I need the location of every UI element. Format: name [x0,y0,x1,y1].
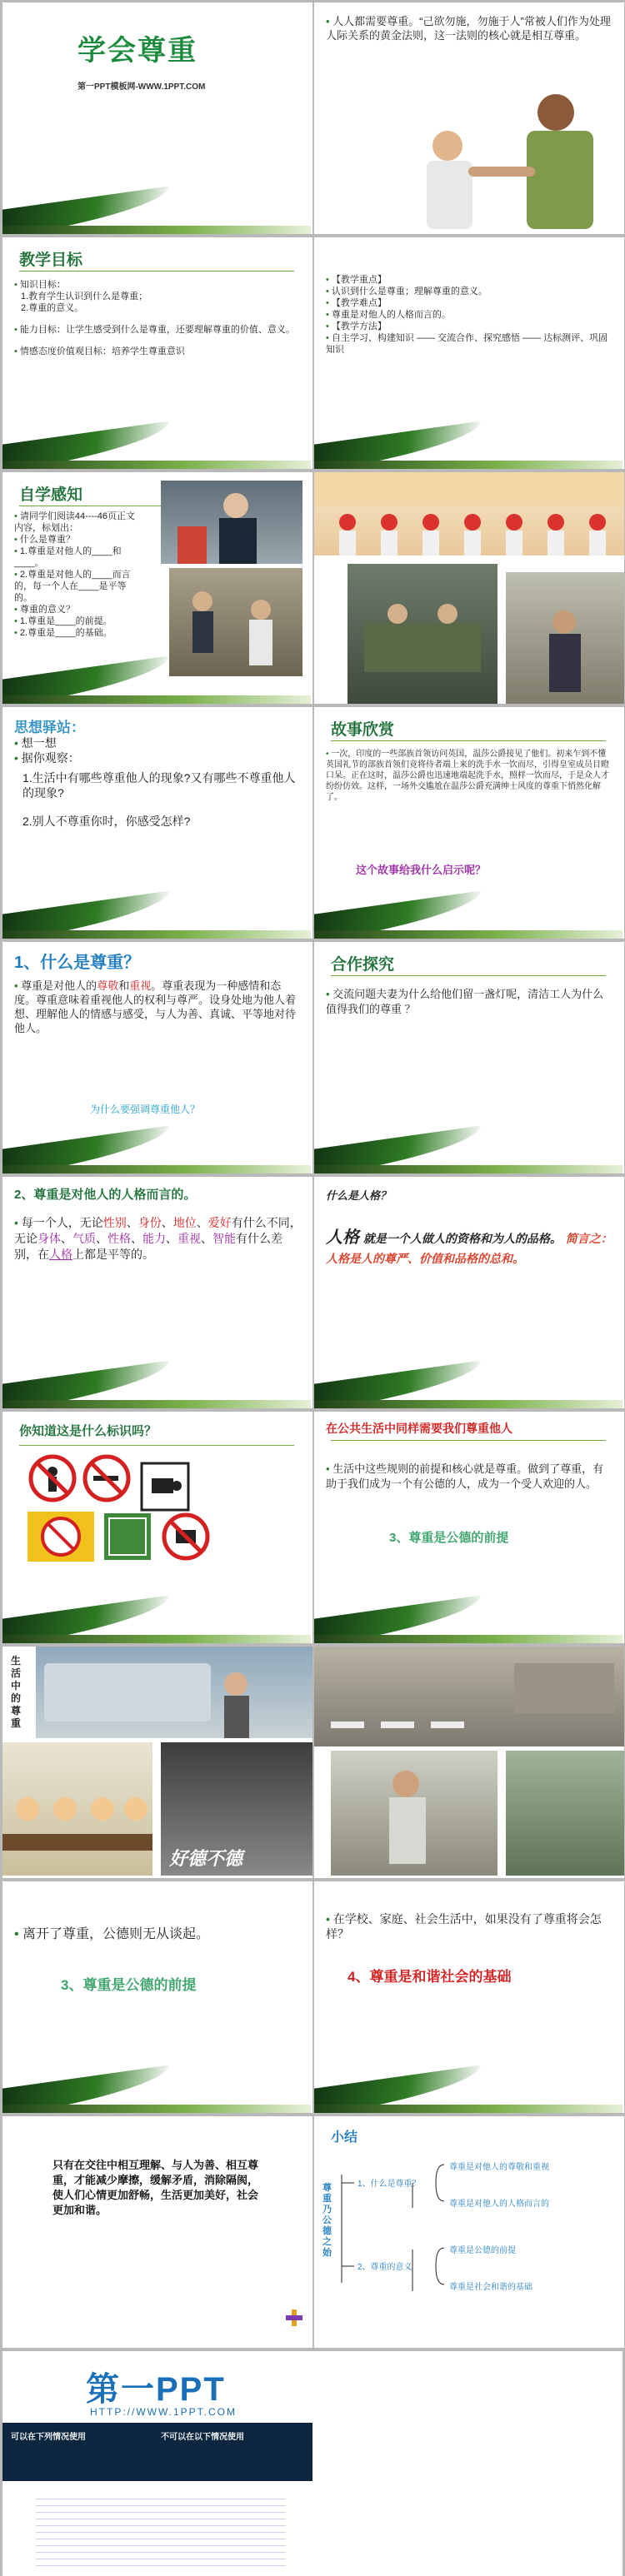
text-run: 、 [201,1232,212,1245]
decor-bar [314,461,622,469]
footer-url: HTTP://WWW.1PPT.COM [90,2406,237,2418]
title-divider [19,1445,294,1446]
slide-life-respect [2,1647,312,1878]
handshake-image [389,79,614,229]
green-sign-icon [102,1512,152,1562]
decor-bar [2,2105,311,2113]
selfstudy-item: • 请同学们阅读44----46页正文内容，标划出： [14,511,139,534]
classroom-image [314,472,624,556]
personality-title: 2、尊重是对他人的人格而言的。 [14,1188,197,1202]
keypoints-item: • 【教学方法】 [326,321,613,332]
keyword: 爱好 [208,1216,232,1229]
decor-bar [314,1635,622,1643]
photo-rescue [348,564,498,704]
slide-cooperate [314,942,624,1173]
handshake-photo [389,79,614,229]
no-smoking-sign-icon [82,1453,132,1503]
photo-crowd [169,568,302,676]
pedestrian-image [331,1751,498,1876]
police-image [161,481,302,564]
goals-item: • 知识目标： [14,279,302,291]
text-run: 每一个人，无论 [21,1216,103,1229]
footer-dark-band [2,2423,312,2481]
photo-park [506,1751,624,1876]
respect-title: 1、什么是尊重？ [14,954,141,972]
conclusion-text: 只有在交往中相互理解、与人为善、相互尊重，才能减少摩擦，缓解矛盾，消除隔阂，使人们心情更加舒畅，生活更加美好，社会更加和谐。 [52,2159,259,2216]
keypoints-item: • 自主学习、构建知识 —— 交流合作、探究感悟 —— 达标测评、巩固知识 [326,332,613,356]
text-run: 上都是平等的。 [72,1248,154,1261]
title-divider [331,1440,606,1441]
decor-bar [2,1400,311,1408]
thinking-list [14,735,298,829]
slide-thinking [2,707,312,939]
thinking-item: 2.别人不尊重你时，你感受怎样? [22,815,191,828]
respect-definition [14,979,302,1035]
summary-leaf-2: 尊重是对他人的人格而言的 [449,2200,549,2209]
decor-bar [314,1400,622,1408]
personality-text: 就是一个人做人的资格和为人的品格。 [362,1233,562,1246]
text-run: 、 [126,1216,138,1229]
keyword: 身体 [38,1232,61,1245]
decor-bar [314,2105,622,2113]
goals-title: 教学目标 [19,252,83,269]
thinking-title: 思想驿站： [14,720,85,735]
slide-signs [2,1412,312,1643]
footer-col-1-title: 可以在下列情况使用 [11,2433,86,2442]
photo-cartoon [2,1742,152,1876]
selfstudy-list [14,511,139,639]
text-run: 、 [96,1232,108,1245]
no-littering-sign-icon [28,1453,78,1503]
thinking-item: • 据你观察： [14,750,298,765]
respect-text: 。尊重表现为一种感情和态度。尊重意味着重视他人的权利与尊严。设身处地为他人着想、理解他人的情感与感受，与人为善、真诚、平等地对待他人。 [14,979,297,1034]
keypoints-item: • 【教学难点】 [326,297,613,309]
decor-bar [314,930,622,939]
text-run: 、 [61,1232,72,1245]
personality-lead: 人格 [326,1227,359,1247]
slide-intro [314,2,624,234]
slide-story [314,707,624,939]
respect-keyword: 尊敬 [97,979,119,992]
story-title: 故事欣赏 [331,721,395,739]
public-point: 3、尊重是公德的前提 [389,1531,509,1545]
slide-no-respect [2,1881,312,2113]
text-run: 有什么差别，在 [14,1232,282,1261]
signs-title: 你知道这是什么标识吗？ [19,1424,158,1438]
text-run: 有什么不同，无论 [14,1216,302,1245]
title-divider [19,271,294,272]
personality-text [14,1215,302,1263]
photo-street [506,572,624,704]
slide-what-is-personality [314,1177,624,1408]
slide-what-is-respect [2,942,312,1173]
cooperate-title: 合作探究 [331,956,395,974]
street-image [506,572,624,704]
slide-harmony [314,1881,624,2113]
decor-bar [2,695,311,704]
selfstudy-item: • 尊重的意义？ [14,604,139,615]
cross-decor-icon [286,2309,302,2326]
photo-crosswalk [314,1647,624,1746]
respect-text: 和 [118,979,130,992]
slide-personality-equal [2,1177,312,1408]
slide-photos [314,472,624,704]
slide-public-life [314,1412,624,1643]
goals-item: • 情感态度价值观目标：培养学生尊重意识 [14,346,302,357]
decor-bar [2,1165,311,1173]
no-respect-point: 3、尊重是公德的前提 [61,1977,197,1993]
decor-bar [2,461,311,469]
no-smoking-yellow-sign-icon [28,1512,94,1562]
selfstudy-item: • 1.尊重是对他人的____和____。 [14,546,139,569]
summary-leaf-1: 尊重是对他人的尊敬和重视 [449,2163,549,2172]
harmony-point: 4、尊重是和谐社会的基础 [348,1969,512,1985]
life-side-label: 生活中的尊重 [11,1655,22,1729]
personality-question: 什么是人格？ [326,1190,392,1203]
keypoints-item: • 尊重是对他人的人格而言的。 [326,309,613,321]
photo-train [161,1742,312,1876]
no-camera-sign-icon [161,1512,211,1562]
decor-bar [2,226,311,234]
slide-title [2,2,312,234]
selfstudy-item: • 2.尊重是____的基础。 [14,627,139,639]
slide-summary [314,2116,624,2348]
no-respect-line: • 离开了尊重，公德则无从谈起。 [14,1926,302,1943]
keyword: 人格 [49,1248,72,1261]
footer-banner [2,2351,622,2576]
keyword: 性格 [108,1232,131,1245]
thinking-item: 1.生活中有哪些尊重他人的现象?又有哪些不尊重他人的现象? [22,771,296,800]
bus-image [36,1647,312,1738]
goals-item: 1.教育学生认识到什么是尊重； [21,291,148,301]
summary-root: 尊重乃公德之始 [322,2183,332,2258]
selfstudy-title: 自学感知 [19,486,83,504]
keypoints-list [326,274,613,356]
slide-title-text: 学会尊重 [78,35,198,67]
photo-classroom [314,472,624,556]
selfstudy-item: • 2.尊重是对他人的____而言的，每一个人在____是平等的。 [14,569,139,604]
text-run: 、 [196,1216,208,1229]
slide-selfstudy [2,472,312,704]
cartoon-image [2,1742,152,1876]
intro-text: • 人人都需要尊重。“己欲勿施，勿施于人”常被人们作为处理人际关系的黄金法则，这一法则的核心就是相互尊重。 [326,14,613,42]
footer-logo: 第一PPT [86,2371,226,2408]
slide-goals [2,237,312,469]
decor-bar [2,930,311,939]
slide-subtitle: 第一PPT模板网-WWW.1PPT.COM [78,82,206,92]
goals-item: • 能力目标：让学生感受到什么是尊重，还要理解尊重的价值、意义。 [14,324,302,336]
rescue-image [348,564,498,704]
decor-bar [314,1165,622,1173]
photo-pedestrian [331,1751,498,1876]
keypoints-item: • 【教学重点】 [326,274,613,286]
respect-question: 为什么要强调尊重他人？ [90,1104,201,1115]
keyword: 地位 [172,1216,197,1229]
public-title: 在公共生活中同样需要我们尊重他人 [326,1422,512,1435]
crosswalk-image [314,1647,624,1746]
story-question: 这个故事给我什么启示呢？ [356,864,487,876]
slide-keypoints [314,237,624,469]
respect-text: 尊重是对他人的 [21,979,98,992]
selfstudy-item: • 1.尊重是____的前提。 [14,615,139,627]
keyword: 重视 [178,1232,201,1245]
text-run: 、 [161,1216,173,1229]
summary-title: 小结 [331,2130,358,2145]
summary-leaf-3: 尊重是公德的前提 [449,2246,516,2255]
slide-street-photos [314,1647,624,1878]
selfstudy-item: • 什么是尊重？ [14,534,139,546]
text-run: 、 [166,1232,178,1245]
story-text: • 一次，印度的一些部族首领访问英国，温莎公爵接见了他们。初来乍到不懂英国礼节的部族首领们竟将侍者端上来的洗手水一饮而尽，引得皇室成员目瞪口呆。正在这时，温莎公爵也迅速地端起洗手水，照样一饮而尽，于是众人才纷纷仿效。这样，一场外交尴尬在温莎公爵充满绅士风度的尊重下悄然化解了。 [326,749,613,803]
cooperate-text: • 交流问题夫妻为什么给他们留一盏灯呢，清洁工人为什么值得我们的尊重 ？ [326,987,613,1017]
summary-leaf-brackets [432,2158,449,2291]
crowd-image [169,568,302,676]
keyword: 身份 [138,1216,162,1229]
summary-branch-2: 2、尊重的意义 [358,2263,412,2272]
keypoints-item: • 认识到什么是尊重；理解尊重的意义。 [326,286,613,297]
thinking-item: • 想一想 [14,735,298,750]
footer-link-list [36,2493,286,2568]
footer-col-2-title: 不可以在以下情况使用 [161,2433,244,2442]
photo-bus [36,1647,312,1738]
respect-keyword: 重视 [129,979,152,992]
decor-bar [2,1635,311,1643]
harmony-line: • 在学校、家庭、社会生活中，如果没有了尊重将会怎样？ [326,1911,613,1941]
summary-branch-1: 1、什么是尊重？ [358,2180,421,2189]
camera-sign-icon [140,1462,190,1512]
train-watermark: 好德不德 [169,1848,243,1869]
keyword: 性别 [102,1216,127,1229]
personality-summary: 简言之：人格是人的尊严、价值和品格的总和。 [326,1233,612,1266]
photo-police [161,481,302,564]
text-run: 、 [131,1232,142,1245]
summary-leaf-4: 尊重是社会和谐的基础 [449,2283,532,2292]
keyword: 气质 [72,1232,96,1245]
goals-list [14,279,302,357]
personality-definition [326,1227,613,1269]
keyword: 智能 [212,1232,236,1245]
public-text: • 生活中这些规则的前提和核心就是尊重。做到了尊重，有助于我们成为一个有公德的人，成为一个受人欢迎的人。 [326,1462,613,1492]
keyword: 能力 [142,1232,166,1245]
slide-conclusion-text [2,2116,312,2348]
goals-item: 2.尊重的意义。 [21,303,84,313]
title-divider [331,740,606,741]
title-divider [331,975,606,976]
